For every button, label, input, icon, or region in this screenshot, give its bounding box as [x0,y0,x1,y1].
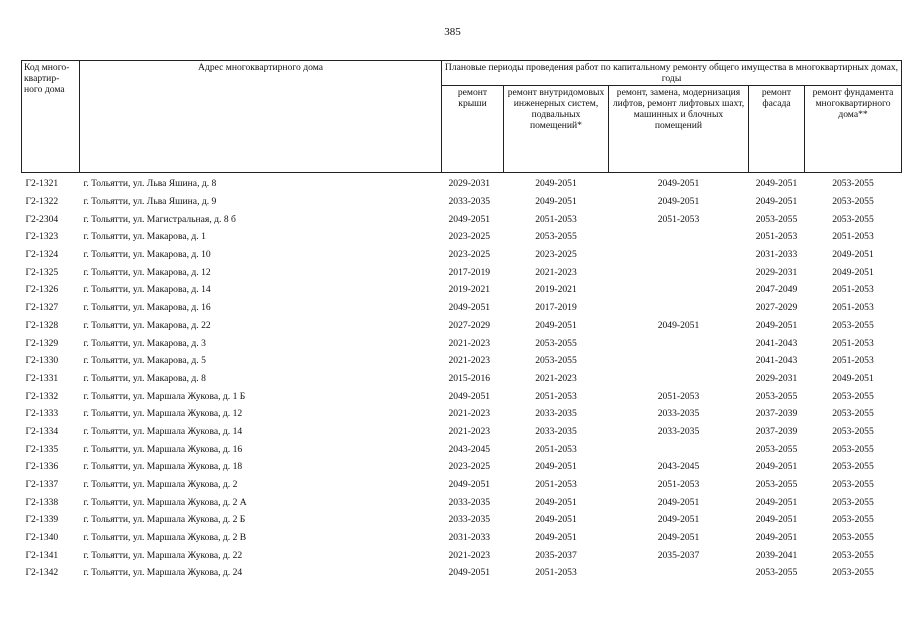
header-facade: ремонт фасада [749,86,805,173]
cell-roof: 2049-2051 [448,567,491,579]
table-body [22,173,902,582]
cell-code: Г2-1327 [25,302,59,314]
cell-lift: 2049-2051 [657,196,700,208]
cell-code: Г2-1337 [25,479,59,491]
cell-found: 2053-2055 [832,532,874,544]
cell-lift [609,281,749,299]
table-row [22,529,902,547]
cell-address: г. Тольятти, ул. Макарова, д. 8 [83,372,206,384]
cell-address: г. Тольятти, ул. Маршала Жукова, д. 2 [83,479,238,491]
cell-address: г. Тольятти, ул. Макарова, д. 12 [83,266,211,278]
cell-found: 2051-2053 [832,284,874,296]
cell-facade: 2027-2029 [755,302,798,314]
cell-code: Г2-1334 [25,425,59,437]
cell-facade: 2049-2051 [755,196,798,208]
cell-facade: 2029-2031 [755,266,798,278]
cell-found: 2053-2055 [832,549,874,561]
cell-roof: 2023-2025 [448,461,491,473]
table-row [22,317,902,335]
cell-lift: 2033-2035 [657,408,700,420]
cell-code: Г2-1329 [25,337,59,349]
cell-address: г. Тольятти, ул. Маршала Жукова, д. 2 А [83,496,247,508]
page-number: 385 [444,26,461,38]
cell-lift [609,440,749,458]
cell-lift [609,228,749,246]
table-row [22,246,902,264]
cell-found: 2053-2055 [832,196,874,208]
table-row [22,476,902,494]
cell-address: г. Тольятти, ул. Маршала Жукова, д. 22 [83,549,243,561]
cell-facade: 2053-2055 [755,390,798,402]
cell-found: 2053-2055 [832,567,874,579]
cell-code: Г2-1322 [25,196,59,208]
cell-lift: 2049-2051 [657,319,700,331]
table-row [22,334,902,352]
table-row [22,440,902,458]
cell-found: 2051-2053 [832,337,874,349]
cell-facade: 2029-2031 [755,372,798,384]
cell-found: 2049-2051 [832,372,874,384]
cell-lift [609,564,749,582]
cell-code: Г2-1336 [25,461,59,473]
cell-lift: 2049-2051 [657,178,700,190]
cell-facade: 2053-2055 [755,479,798,491]
table-row [22,511,902,529]
cell-eng: 2049-2051 [535,178,577,190]
cell-facade: 2041-2043 [755,355,798,367]
cell-roof: 2033-2035 [448,196,491,208]
cell-roof: 2021-2023 [448,425,491,437]
cell-lift: 2035-2037 [657,549,700,561]
cell-roof: 2019-2021 [448,284,491,296]
cell-facade: 2041-2043 [755,337,798,349]
table-row [22,299,902,317]
cell-roof: 2031-2033 [448,532,491,544]
cell-eng: 2049-2051 [535,319,577,331]
cell-found: 2053-2055 [832,443,874,455]
cell-code: Г2-1341 [25,549,59,561]
cell-code: Г2-1326 [25,284,59,296]
cell-roof: 2033-2035 [448,496,491,508]
cell-address: г. Тольятти, ул. Макарова, д. 10 [83,249,211,261]
cell-eng: 2051-2053 [535,390,577,402]
table-row [22,458,902,476]
table-row [22,493,902,511]
cell-found: 2053-2055 [832,425,874,437]
cell-facade: 2051-2053 [755,231,798,243]
table-row [22,281,902,299]
table-row [22,387,902,405]
cell-facade: 2049-2051 [755,532,798,544]
cell-code: Г2-1330 [25,355,59,367]
table-row [22,423,902,441]
repair-schedule-table [21,60,902,582]
cell-eng: 2023-2025 [535,249,577,261]
cell-code: Г2-1338 [25,496,59,508]
cell-code: Г2-1321 [25,178,59,190]
cell-lift [609,246,749,264]
cell-roof: 2017-2019 [448,266,491,278]
cell-eng: 2051-2053 [535,213,577,225]
cell-eng: 2049-2051 [535,196,577,208]
cell-eng: 2049-2051 [535,496,577,508]
cell-eng: 2017-2019 [535,302,577,314]
cell-lift: 2049-2051 [657,532,700,544]
cell-roof: 2049-2051 [448,213,491,225]
cell-eng: 2033-2035 [535,408,577,420]
cell-address: г. Тольятти, ул. Маршала Жукова, д. 16 [83,443,243,455]
cell-eng: 2051-2053 [535,443,577,455]
table-row [22,228,902,246]
cell-code: Г2-1333 [25,408,59,420]
cell-facade: 2037-2039 [755,425,798,437]
cell-address: г. Тольятти, ул. Макарова, д. 16 [83,302,211,314]
cell-code: Г2-1339 [25,514,59,526]
cell-code: Г2-2304 [25,213,59,225]
table-row [22,193,902,211]
cell-eng: 2053-2055 [535,355,577,367]
cell-lift [609,370,749,388]
cell-lift: 2051-2053 [657,390,700,402]
cell-lift [609,352,749,370]
table-row [22,352,902,370]
cell-address: г. Тольятти, ул. Макарова, д. 14 [83,284,211,296]
cell-facade: 2049-2051 [755,319,798,331]
cell-roof: 2021-2023 [448,355,491,367]
cell-lift: 2049-2051 [657,514,700,526]
cell-lift [609,334,749,352]
cell-facade: 2039-2041 [755,549,798,561]
header-engineering: ремонт внутридомовых инженерных систем, подвальных помещений* [504,86,609,173]
cell-found: 2053-2055 [832,461,874,473]
cell-facade: 2031-2033 [755,249,798,261]
cell-code: Г2-1328 [25,319,59,331]
cell-address: г. Тольятти, ул. Льва Яшина, д. 9 [83,196,217,208]
header-elevators: ремонт, замена, модернизация лифтов, ремонт лифтовых шахт, машинных и блочных помещений [609,86,749,173]
cell-code: Г2-1332 [25,390,59,402]
cell-lift: 2051-2053 [657,479,700,491]
header-roof: ремонт крыши [442,86,504,173]
cell-address: г. Тольятти, ул. Макарова, д. 22 [83,319,211,331]
cell-found: 2053-2055 [832,390,874,402]
cell-found: 2053-2055 [832,213,874,225]
cell-eng: 2049-2051 [535,514,577,526]
cell-found: 2053-2055 [832,514,874,526]
cell-address: г. Тольятти, ул. Макарова, д. 1 [83,231,206,243]
cell-address: г. Тольятти, ул. Маршала Жукова, д. 24 [83,567,243,579]
cell-address: г. Тольятти, ул. Маршала Жукова, д. 18 [83,461,243,473]
cell-lift [609,299,749,317]
cell-lift: 2049-2051 [657,496,700,508]
cell-code: Г2-1325 [25,266,59,278]
cell-facade: 2053-2055 [755,443,798,455]
cell-roof: 2015-2016 [448,372,491,384]
table-row [22,173,902,193]
cell-address: г. Тольятти, ул. Магистральная, д. 8 б [83,213,236,225]
cell-address: г. Тольятти, ул. Макарова, д. 3 [83,337,206,349]
cell-lift [609,263,749,281]
cell-found: 2051-2053 [832,302,874,314]
cell-found: 2053-2055 [832,408,874,420]
header-code: Код много-квартир-ного дома [22,61,80,173]
cell-facade: 2047-2049 [755,284,798,296]
cell-roof: 2027-2029 [448,319,491,331]
cell-eng: 2053-2055 [535,231,577,243]
cell-found: 2049-2051 [832,249,874,261]
cell-eng: 2051-2053 [535,479,577,491]
cell-roof: 2023-2025 [448,231,491,243]
cell-code: Г2-1324 [25,249,59,261]
cell-code: Г2-1331 [25,372,59,384]
cell-address: г. Тольятти, ул. Маршала Жукова, д. 14 [83,425,243,437]
cell-facade: 2049-2051 [755,178,798,190]
cell-eng: 2049-2051 [535,461,577,473]
cell-roof: 2043-2045 [448,443,491,455]
table-row [22,405,902,423]
cell-roof: 2049-2051 [448,390,491,402]
cell-facade: 2049-2051 [755,514,798,526]
cell-eng: 2049-2051 [535,532,577,544]
cell-lift: 2051-2053 [657,213,700,225]
cell-found: 2053-2055 [832,479,874,491]
cell-roof: 2033-2035 [448,514,491,526]
cell-roof: 2049-2051 [448,302,491,314]
cell-found: 2049-2051 [832,266,874,278]
cell-eng: 2033-2035 [535,425,577,437]
header-periods: Плановые периоды проведения работ по капитальному ремонту общего имущества в многоквартирных домах, годы [442,61,902,86]
cell-address: г. Тольятти, ул. Маршала Жукова, д. 12 [83,408,243,420]
cell-roof: 2049-2051 [448,479,491,491]
cell-eng: 2053-2055 [535,337,577,349]
cell-address: г. Тольятти, ул. Маршала Жукова, д. 1 Б [83,390,246,402]
cell-address: г. Тольятти, ул. Маршала Жукова, д. 2 В [83,532,247,544]
cell-found: 2051-2053 [832,231,874,243]
cell-code: Г2-1342 [25,567,59,579]
cell-roof: 2021-2023 [448,408,491,420]
cell-code: Г2-1340 [25,532,59,544]
cell-code: Г2-1335 [25,443,59,455]
cell-found: 2053-2055 [832,496,874,508]
cell-eng: 2021-2023 [535,372,577,384]
table-row [22,263,902,281]
cell-roof: 2023-2025 [448,249,491,261]
cell-found: 2051-2053 [832,355,874,367]
header-foundation: ремонт фундамента многоквартирного дома** [805,86,902,173]
cell-found: 2053-2055 [832,319,874,331]
cell-address: г. Тольятти, ул. Макарова, д. 5 [83,355,206,367]
cell-facade: 2049-2051 [755,496,798,508]
cell-eng: 2051-2053 [535,567,577,579]
table-row [22,546,902,564]
cell-lift: 2033-2035 [657,425,700,437]
cell-roof: 2021-2023 [448,549,491,561]
cell-facade: 2053-2055 [755,567,798,579]
table-row [22,370,902,388]
cell-lift: 2043-2045 [657,461,700,473]
cell-facade: 2037-2039 [755,408,798,420]
cell-found: 2053-2055 [832,178,874,190]
cell-eng: 2035-2037 [535,549,577,561]
cell-code: Г2-1323 [25,231,59,243]
table-row [22,210,902,228]
cell-facade: 2049-2051 [755,461,798,473]
cell-eng: 2021-2023 [535,266,577,278]
cell-facade: 2053-2055 [755,213,798,225]
cell-roof: 2021-2023 [448,337,491,349]
cell-roof: 2029-2031 [448,178,491,190]
header-address: Адрес многоквартирного дома [80,61,442,173]
table-row [22,564,902,582]
cell-eng: 2019-2021 [535,284,577,296]
cell-address: г. Тольятти, ул. Льва Яшина, д. 8 [83,178,217,190]
cell-address: г. Тольятти, ул. Маршала Жукова, д. 2 Б [83,514,246,526]
